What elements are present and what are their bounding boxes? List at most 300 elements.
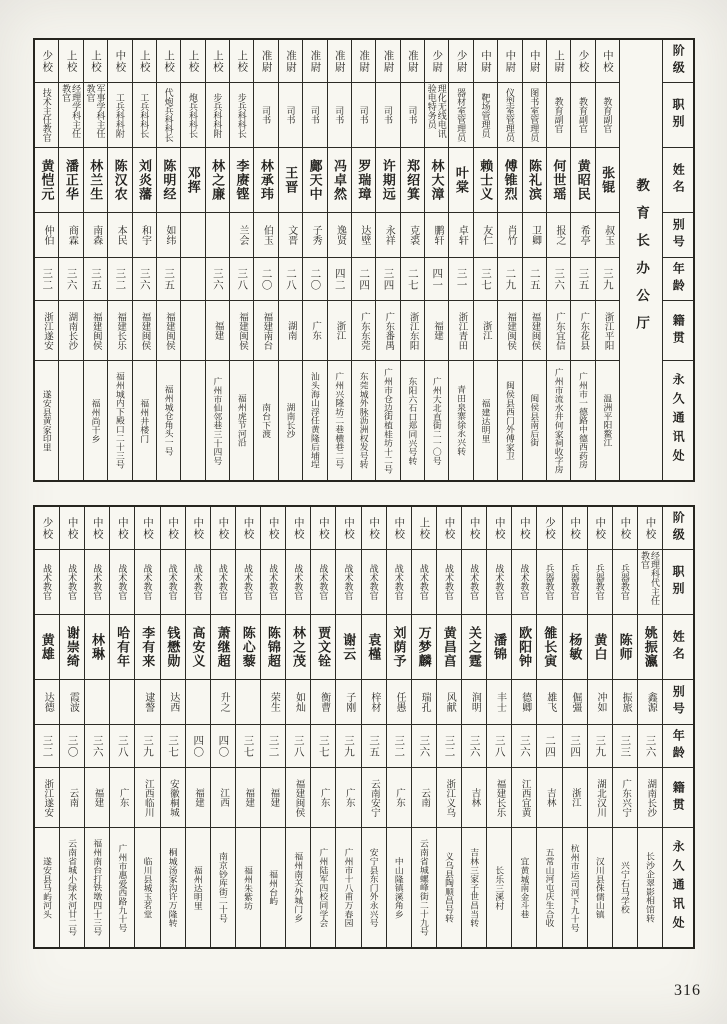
text-addr: 闽侯县南后街 — [529, 394, 540, 447]
group-label: 教育长办公厅 — [634, 177, 650, 343]
text-alias: 如纬 — [163, 225, 175, 245]
text-origin: 福建闽侯 — [236, 311, 247, 350]
text-alias: 升之 — [218, 692, 230, 712]
text-duty: 战术教官 — [343, 564, 354, 600]
text-addr: 兴宁石马学校 — [619, 861, 630, 914]
cell-addr — [547, 361, 570, 480]
cell-name — [161, 615, 185, 680]
cell-rank — [211, 507, 235, 550]
text-addr: 吉林三家子世昌当转 — [469, 847, 480, 928]
cell-rank — [596, 40, 619, 83]
text-addr: 湖南长沙 — [285, 402, 296, 439]
cell-alias — [523, 213, 546, 258]
text-alias: 鹏轩 — [431, 225, 443, 245]
cell-name — [35, 148, 58, 213]
cell-origin — [638, 768, 662, 828]
cell-duty — [512, 550, 536, 615]
cell-duty — [613, 550, 637, 615]
text-alias: 梓材 — [368, 692, 380, 712]
text-name: 潘锦 — [492, 633, 507, 661]
text-alias: 丰士 — [494, 692, 506, 712]
text-age: 二五 — [528, 267, 540, 291]
text-name: 杨敏 — [567, 633, 583, 661]
cell-rank — [35, 507, 59, 550]
person-column — [84, 507, 109, 947]
cell-rank — [35, 40, 58, 83]
text-duty: 战术教官 — [217, 564, 228, 600]
text-rank: 准尉 — [406, 49, 418, 73]
text-alias: 肖竹 — [505, 225, 517, 245]
text-age: 三八 — [292, 734, 304, 758]
text-rank: 中校 — [569, 516, 581, 540]
cell-origin — [376, 301, 399, 361]
cell-alias — [186, 680, 210, 725]
cell-duty — [84, 83, 107, 148]
person-column — [160, 507, 185, 947]
text-origin: 吉林 — [544, 788, 555, 807]
text-age: 三七 — [167, 734, 179, 758]
cell-addr — [211, 828, 235, 947]
text-age: 三二 — [41, 734, 53, 758]
cell-age — [133, 258, 156, 301]
text-age: 三六 — [91, 734, 103, 758]
person-column — [375, 40, 399, 480]
text-alias: 雄飞 — [544, 692, 556, 712]
cell-name — [211, 615, 235, 680]
text-duty: 军事学科主任教官 — [85, 84, 106, 138]
text-alias: 鑫源 — [645, 692, 657, 712]
text-alias: 冲如 — [594, 692, 606, 712]
cell-name — [59, 148, 82, 213]
cell-duty — [352, 83, 375, 148]
cell-origin — [449, 301, 472, 361]
cell-age-header — [663, 258, 693, 301]
text-name: 谢崇绮 — [64, 626, 80, 668]
cell-duty — [563, 550, 587, 615]
cell-origin — [261, 768, 285, 828]
cell-age — [108, 258, 131, 301]
person-column — [562, 507, 587, 947]
cell-duty — [181, 83, 204, 148]
cell-origin — [571, 301, 594, 361]
text-origin: 福建闽侯 — [293, 778, 304, 817]
text-alias: 克裘 — [407, 225, 419, 245]
cell-origin — [230, 301, 253, 361]
person-column — [109, 507, 134, 947]
cell-age — [110, 725, 134, 768]
cell-name — [181, 148, 204, 213]
person-column — [302, 40, 326, 480]
text-duty: 工兵科科附 — [114, 92, 125, 138]
text-origin: 浙江遂安 — [42, 778, 53, 817]
cell-origin — [279, 301, 302, 361]
person-column — [424, 40, 448, 480]
text-age: 三五 — [89, 267, 101, 291]
cell-name — [512, 615, 536, 680]
cell-addr — [571, 361, 594, 480]
cell-duty — [387, 550, 411, 615]
text-addr: 五常山河屯庆生合收 — [544, 847, 555, 928]
cell-age — [161, 725, 185, 768]
cell-rank — [279, 40, 302, 83]
cell-name — [487, 615, 511, 680]
text-addr: 云南省城螺峰街二十九号 — [418, 839, 429, 936]
cell-addr — [425, 361, 448, 480]
person-column — [229, 40, 253, 480]
text-name: 赖士义 — [478, 159, 494, 201]
text-name: 潘正华 — [63, 159, 79, 201]
text-age: 四一 — [431, 267, 443, 291]
text-alias: 荣生 — [268, 692, 280, 712]
text-rank: 中校 — [91, 516, 103, 540]
cell-alias — [588, 680, 612, 725]
group-label-column — [619, 40, 662, 480]
text-origin: 广东 — [318, 788, 329, 807]
text-rank: 中校 — [644, 516, 656, 540]
cell-age — [35, 725, 59, 768]
cell-duty — [157, 83, 180, 148]
cell-duty — [571, 83, 594, 148]
cell-rank — [512, 507, 536, 550]
cell-name — [236, 615, 260, 680]
person-column — [132, 40, 156, 480]
text-addr: 汉川县侏儒山镇 — [594, 856, 605, 919]
text-addr: 广州陆军四校同学会 — [318, 847, 329, 928]
person-column — [637, 507, 662, 947]
cell-age — [286, 725, 310, 768]
text-rank: 中校 — [217, 516, 229, 540]
cell-addr — [311, 828, 335, 947]
text-duty: 战术教官 — [268, 564, 279, 600]
text-age: 三九 — [601, 267, 613, 291]
cell-rank — [462, 507, 486, 550]
text-name: 林承玮 — [258, 159, 274, 201]
cell-origin — [498, 301, 521, 361]
cell-rank — [412, 507, 436, 550]
text-rank: 中校 — [368, 516, 380, 540]
cell-rank — [362, 507, 386, 550]
cell-origin — [462, 768, 486, 828]
person-column — [546, 40, 570, 480]
cell-name — [135, 615, 159, 680]
cell-age — [328, 258, 351, 301]
text-rank: 中校 — [116, 516, 128, 540]
text-name: 雒长寅 — [542, 626, 558, 668]
cell-rank — [487, 507, 511, 550]
person-column — [35, 40, 58, 480]
cell-rank — [401, 40, 424, 83]
text-rank: 少尉 — [431, 49, 443, 73]
text-addr: 福州南台打铁墩四十三号 — [92, 839, 103, 936]
cell-origin — [157, 301, 180, 361]
cell-age — [571, 258, 594, 301]
text-origin: 福建长乐 — [115, 311, 126, 350]
text-duty: 理化无线电讯验电特务员 — [426, 84, 447, 138]
cell-age — [352, 258, 375, 301]
cell-rank — [230, 40, 253, 83]
cell-alias — [211, 680, 235, 725]
text-rank: 中校 — [292, 516, 304, 540]
text-name: 陈礼滨 — [527, 159, 542, 201]
cell-duty — [487, 550, 511, 615]
text-alias: 商霖 — [66, 225, 78, 245]
text-addr: 福州南关外城门乡 — [293, 852, 304, 923]
text-name: 万梦麟 — [416, 626, 432, 668]
text-name: 黄白 — [592, 633, 608, 661]
text-age: 四二 — [333, 267, 345, 291]
text-age: 三七 — [479, 267, 491, 291]
cell-age-header — [663, 725, 693, 768]
cell-age — [498, 258, 521, 301]
text-alias: 友仁 — [480, 225, 492, 245]
text-rank: 中尉 — [528, 49, 540, 73]
text-name: 刘炎藩 — [137, 159, 152, 201]
header-column — [662, 507, 693, 947]
cell-origin — [401, 301, 424, 361]
cell-age — [181, 258, 204, 301]
text-rank: 中校 — [594, 516, 606, 540]
person-column — [185, 507, 210, 947]
cell-alias — [60, 680, 84, 725]
cell-age — [462, 725, 486, 768]
text-name: 冯卓然 — [332, 159, 347, 201]
text-origin: 浙江平阳 — [602, 311, 613, 350]
cell-addr — [401, 361, 424, 480]
text-rank: 中校 — [167, 516, 179, 540]
text-age: 三二 — [267, 734, 279, 758]
person-column — [35, 507, 59, 947]
text-addr: 云南省城小绿水河廿二号 — [67, 839, 78, 936]
text-alias: 振旅 — [620, 692, 632, 712]
text-rank: 准尉 — [333, 49, 345, 73]
cell-origin — [512, 768, 536, 828]
cell-alias — [181, 213, 204, 258]
text-duty: 步兵科科长 — [236, 92, 247, 138]
text-rank: 中校 — [393, 516, 405, 540]
person-column — [235, 507, 260, 947]
text-rank: 准尉 — [260, 49, 272, 73]
cell-name — [35, 615, 59, 680]
text-addr: 福州城仓角头一号 — [163, 385, 174, 456]
cell-duty — [286, 550, 310, 615]
cell-duty — [547, 83, 570, 148]
text-alias: 倔彊 — [569, 692, 581, 712]
person-column — [327, 40, 351, 480]
cell-origin — [336, 768, 360, 828]
cell-origin-header — [663, 768, 693, 828]
text-duty: 司书 — [407, 106, 418, 124]
cell-origin — [35, 301, 58, 361]
text-origin: 浙江 — [480, 321, 491, 340]
cell-addr — [328, 361, 351, 480]
cell-addr — [487, 828, 511, 947]
cell-alias — [110, 680, 134, 725]
cell-duty-header — [663, 83, 693, 148]
cell-alias — [108, 213, 131, 258]
text-addr: 福州台屿 — [268, 869, 279, 906]
text-duty: 战术教官 — [393, 564, 404, 600]
cell-alias-header — [663, 213, 693, 258]
cell-name — [110, 615, 134, 680]
text-rank: 上校 — [65, 49, 77, 73]
cell-addr — [261, 828, 285, 947]
text-duty: 战术教官 — [293, 564, 304, 600]
cell-rank — [474, 40, 497, 83]
cell-name — [84, 148, 107, 213]
cell-rank — [336, 507, 360, 550]
text-name: 郑绍箕 — [405, 159, 421, 201]
cell-rank — [613, 507, 637, 550]
text-addr: 遂安县黄家印里 — [41, 389, 52, 452]
cell-rank — [108, 40, 131, 83]
person-column — [134, 507, 159, 947]
cell-rank — [303, 40, 326, 83]
cell-addr — [638, 828, 662, 947]
cell-rank — [352, 40, 375, 83]
cell-rank-header — [663, 40, 693, 83]
cell-addr — [462, 828, 486, 947]
text-rank: 中校 — [342, 516, 354, 540]
cell-addr — [412, 828, 436, 947]
cell-age — [35, 258, 58, 301]
cell-duty — [161, 550, 185, 615]
text-age: 三七 — [317, 734, 329, 758]
text-rank: 中校 — [493, 516, 505, 540]
text-rank: 中校 — [601, 49, 613, 73]
cell-name — [186, 615, 210, 680]
text-addr: 福州城内下殿口二十三号 — [114, 372, 125, 469]
cell-rank — [437, 507, 461, 550]
cell-name — [60, 615, 84, 680]
cell-alias — [133, 213, 156, 258]
text-addr: 广州大北直街二一〇号 — [431, 376, 442, 465]
cell-alias — [311, 680, 335, 725]
text-rank: 上校 — [163, 49, 175, 73]
text-alias: 卓轩 — [456, 225, 468, 245]
cell-addr — [181, 361, 204, 480]
text-duty: 战术教官 — [368, 564, 379, 600]
cell-name — [206, 148, 229, 213]
text-duty: 靶场管理员 — [480, 92, 491, 138]
text-name: 叶棠 — [453, 166, 469, 194]
text-origin: 福建闽侯 — [139, 311, 150, 350]
cell-duty — [462, 550, 486, 615]
cell-rank — [157, 40, 180, 83]
text-alias: 本民 — [115, 225, 127, 245]
person-column — [260, 507, 285, 947]
text-alias: 德卿 — [519, 692, 531, 712]
cell-age — [85, 725, 109, 768]
cell-origin — [211, 768, 235, 828]
text-age: 三九 — [594, 734, 606, 758]
text-name: 萧继超 — [215, 626, 231, 668]
cell-name — [286, 615, 310, 680]
cell-alias — [449, 213, 472, 258]
cell-alias — [362, 680, 386, 725]
cell-name — [279, 148, 302, 213]
text-origin: 福建 — [268, 788, 279, 807]
text-age: 三九 — [141, 734, 153, 758]
text-duty: 战术教官 — [142, 564, 153, 600]
cell-name — [412, 615, 436, 680]
text-rank: 少校 — [577, 49, 589, 73]
cell-alias — [571, 213, 594, 258]
cell-alias — [286, 680, 310, 725]
cell-name — [230, 148, 253, 213]
cell-alias — [563, 680, 587, 725]
text-age: 三五 — [368, 734, 380, 758]
person-column — [205, 40, 229, 480]
cell-name — [311, 615, 335, 680]
cell-name — [596, 148, 619, 213]
text-alias: 叔玉 — [602, 225, 614, 245]
text-addr: 福州井楼门 — [139, 398, 150, 443]
text-rank: 少尉 — [455, 49, 467, 73]
cell-rank — [161, 507, 185, 550]
text-addr: 杭州市运司河下九十号 — [569, 843, 580, 932]
text-rank: 上校 — [89, 49, 101, 73]
text-duty: 代炮兵科科长 — [163, 88, 174, 142]
cell-name — [498, 148, 521, 213]
cell-age — [376, 258, 399, 301]
text-addr: 安宁县东门外永兴号 — [368, 847, 379, 928]
person-column — [351, 40, 375, 480]
cell-name — [449, 148, 472, 213]
cell-duty — [59, 83, 82, 148]
text-duty: 战术教官 — [242, 564, 253, 600]
cell-addr — [161, 828, 185, 947]
text-alias: 南森 — [90, 225, 102, 245]
text-rank: 中校 — [619, 516, 631, 540]
cell-origin — [254, 301, 277, 361]
text-age: 三八 — [116, 734, 128, 758]
cell-addr-header — [663, 828, 693, 947]
text-name: 谢云 — [341, 633, 357, 661]
cell-age — [425, 258, 448, 301]
text-name: 陈明经 — [161, 159, 177, 201]
cell-name — [157, 148, 180, 213]
cell-duty — [279, 83, 302, 148]
text-age: 二九 — [504, 267, 516, 291]
cell-rank — [60, 507, 84, 550]
text-age: 三五 — [577, 267, 589, 291]
text-duty: 图书室管理员 — [529, 88, 540, 142]
text-name: 何世瑶 — [551, 159, 567, 201]
cell-origin — [161, 768, 185, 828]
text-rank: 中校 — [317, 516, 329, 540]
text-origin: 浙江东阳 — [407, 311, 418, 350]
cell-duty — [412, 550, 436, 615]
text-name: 哈有年 — [115, 626, 131, 668]
person-column — [386, 507, 411, 947]
person-column — [436, 507, 461, 947]
text-alias: 任愚 — [393, 692, 405, 712]
person-column — [361, 507, 386, 947]
cell-age — [279, 258, 302, 301]
text-name: 陈心藜 — [240, 626, 256, 668]
cell-origin — [547, 301, 570, 361]
cell-alias — [547, 213, 570, 258]
text-duty: 战术教官 — [494, 564, 505, 600]
text-name: 邓挥 — [185, 166, 201, 194]
cell-addr — [85, 828, 109, 947]
cell-addr — [437, 828, 461, 947]
cell-addr — [35, 828, 59, 947]
page-number: 316 — [674, 982, 701, 999]
cell-addr — [613, 828, 637, 947]
cell-rank — [498, 40, 521, 83]
text-name: 黄恺元 — [39, 159, 55, 201]
